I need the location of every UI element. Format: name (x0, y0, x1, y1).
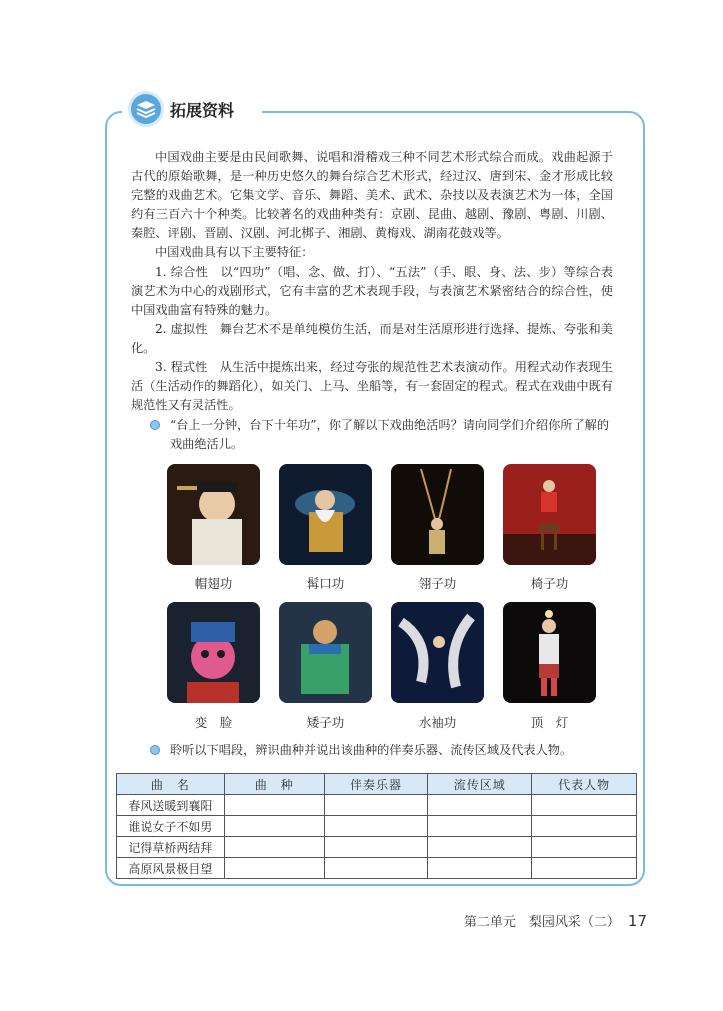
column-header: 代表人物 (532, 774, 637, 795)
page-number: 17 (627, 912, 647, 930)
photo-caption: 变 脸 (194, 715, 233, 730)
unit-title: 第二单元 梨园风采（二） (463, 915, 620, 930)
photo-lingzi-gong (391, 464, 484, 565)
photo-rankou-gong (279, 464, 372, 565)
song-title-cell: 高原风景极目望 (117, 858, 225, 879)
photo-caption: 顶 灯 (530, 715, 569, 730)
table-row (117, 795, 637, 816)
column-header: 伴奏乐器 (324, 774, 428, 795)
song-title-cell: 谁说女子不如男 (117, 816, 225, 837)
answer-cell[interactable] (532, 858, 637, 879)
answer-cell[interactable] (224, 795, 324, 816)
photo-caption: 翎子功 (418, 576, 457, 591)
prompt-text: 聆听以下唱段，辨识曲种并说出该曲种的伴奏乐器、流传区域及代表人物。 (170, 743, 573, 757)
stack-layers-icon (128, 91, 164, 127)
answer-cell[interactable] (224, 858, 324, 879)
table-row (117, 858, 637, 879)
answer-cell[interactable] (224, 816, 324, 837)
answer-cell[interactable] (428, 837, 532, 858)
song-title-cell: 春风送暖到襄阳 (117, 795, 225, 816)
table-header-row (117, 774, 637, 795)
activity-prompt-1 (150, 416, 620, 454)
photo-yizi-gong (503, 464, 596, 565)
answer-cell[interactable] (324, 858, 428, 879)
answer-cell[interactable] (428, 816, 532, 837)
photo-caption: 帽翅功 (194, 576, 233, 591)
answer-cell[interactable] (532, 837, 637, 858)
photo-maochi-gong (167, 464, 260, 565)
answer-cell[interactable] (428, 795, 532, 816)
answer-cell[interactable] (324, 837, 428, 858)
table-row (117, 816, 637, 837)
table-row (117, 837, 637, 858)
photo-caption: 椅子功 (530, 576, 569, 591)
photo-shuixiu-gong (391, 602, 484, 703)
bullet-icon (150, 745, 160, 755)
column-header: 曲 种 (224, 774, 324, 795)
column-header: 曲 名 (117, 774, 225, 795)
photo-caption: 水袖功 (418, 715, 457, 730)
activity-prompt-2 (150, 741, 620, 760)
paragraph: 中国戏曲具有以下主要特征： (155, 245, 314, 260)
answer-cell[interactable] (324, 816, 428, 837)
prompt-text: “台上一分钟，台下十年功”，你了解以下戏曲绝活吗？请向同学们介绍你所了解的戏曲绝活儿。 (170, 418, 610, 451)
photo-bianlian (167, 602, 260, 703)
answer-cell[interactable] (532, 816, 637, 837)
opera-table (116, 773, 637, 879)
photo-caption: 矮子功 (306, 715, 345, 730)
photo-aizi-gong (279, 602, 372, 703)
photo-dingdeng (503, 602, 596, 703)
answer-cell[interactable] (428, 858, 532, 879)
photo-caption: 髯口功 (306, 576, 345, 591)
bullet-icon (150, 420, 160, 430)
answer-cell[interactable] (532, 795, 637, 816)
page-footer (464, 911, 647, 930)
song-title-cell: 记得草桥两结拜 (117, 837, 225, 858)
paragraph: 2. 虚拟性 舞台艺术不是单纯模仿生活，而是对生活原形进行选择、提炼、夸张和美化。 (131, 321, 613, 355)
body-text (131, 148, 613, 415)
section-header (122, 89, 262, 131)
paragraph: 3. 程式性 从生活中提炼出来，经过夸张的规范性艺术表演动作。用程式动作表现生活（生活动作的舞蹈化），如关门、上马、坐船等，有一套固定的程式。程式在戏曲中既有规范性又有灵活性。 (131, 360, 613, 413)
paragraph: 中国戏曲主要是由民间歌舞、说唱和滑稽戏三种不同艺术形式综合而成。戏曲起源于古代的原始歌舞，是一种历史悠久的舞台综合艺术形式，经过汉、唐到宋、金才形成比较完整的戏曲艺术。它集文学、音乐、舞蹈、美术、武术、杂技以及表演艺术为一体，全国约有三百六十个种类。比较著名的戏曲种类有：京剧、昆曲、越剧、豫剧、粤剧、川剧、秦腔、评剧、晋剧、汉剧、河北梆子、湘剧、黄梅戏、湖南花鼓戏等。 (131, 150, 613, 241)
answer-cell[interactable] (224, 837, 324, 858)
paragraph: 1. 综合性 以“四功”（唱、念、做、打）、“五法”（手、眼、身、法、步）等综合表演艺术为中心的戏剧形式，它有丰富的艺术表现手段，与表演艺术紧密结合的综合性，使中国戏曲富有特殊的魅力。 (131, 264, 613, 317)
answer-cell[interactable] (324, 795, 428, 816)
section-title: 拓展资料 (170, 101, 235, 120)
column-header: 流传区域 (428, 774, 532, 795)
